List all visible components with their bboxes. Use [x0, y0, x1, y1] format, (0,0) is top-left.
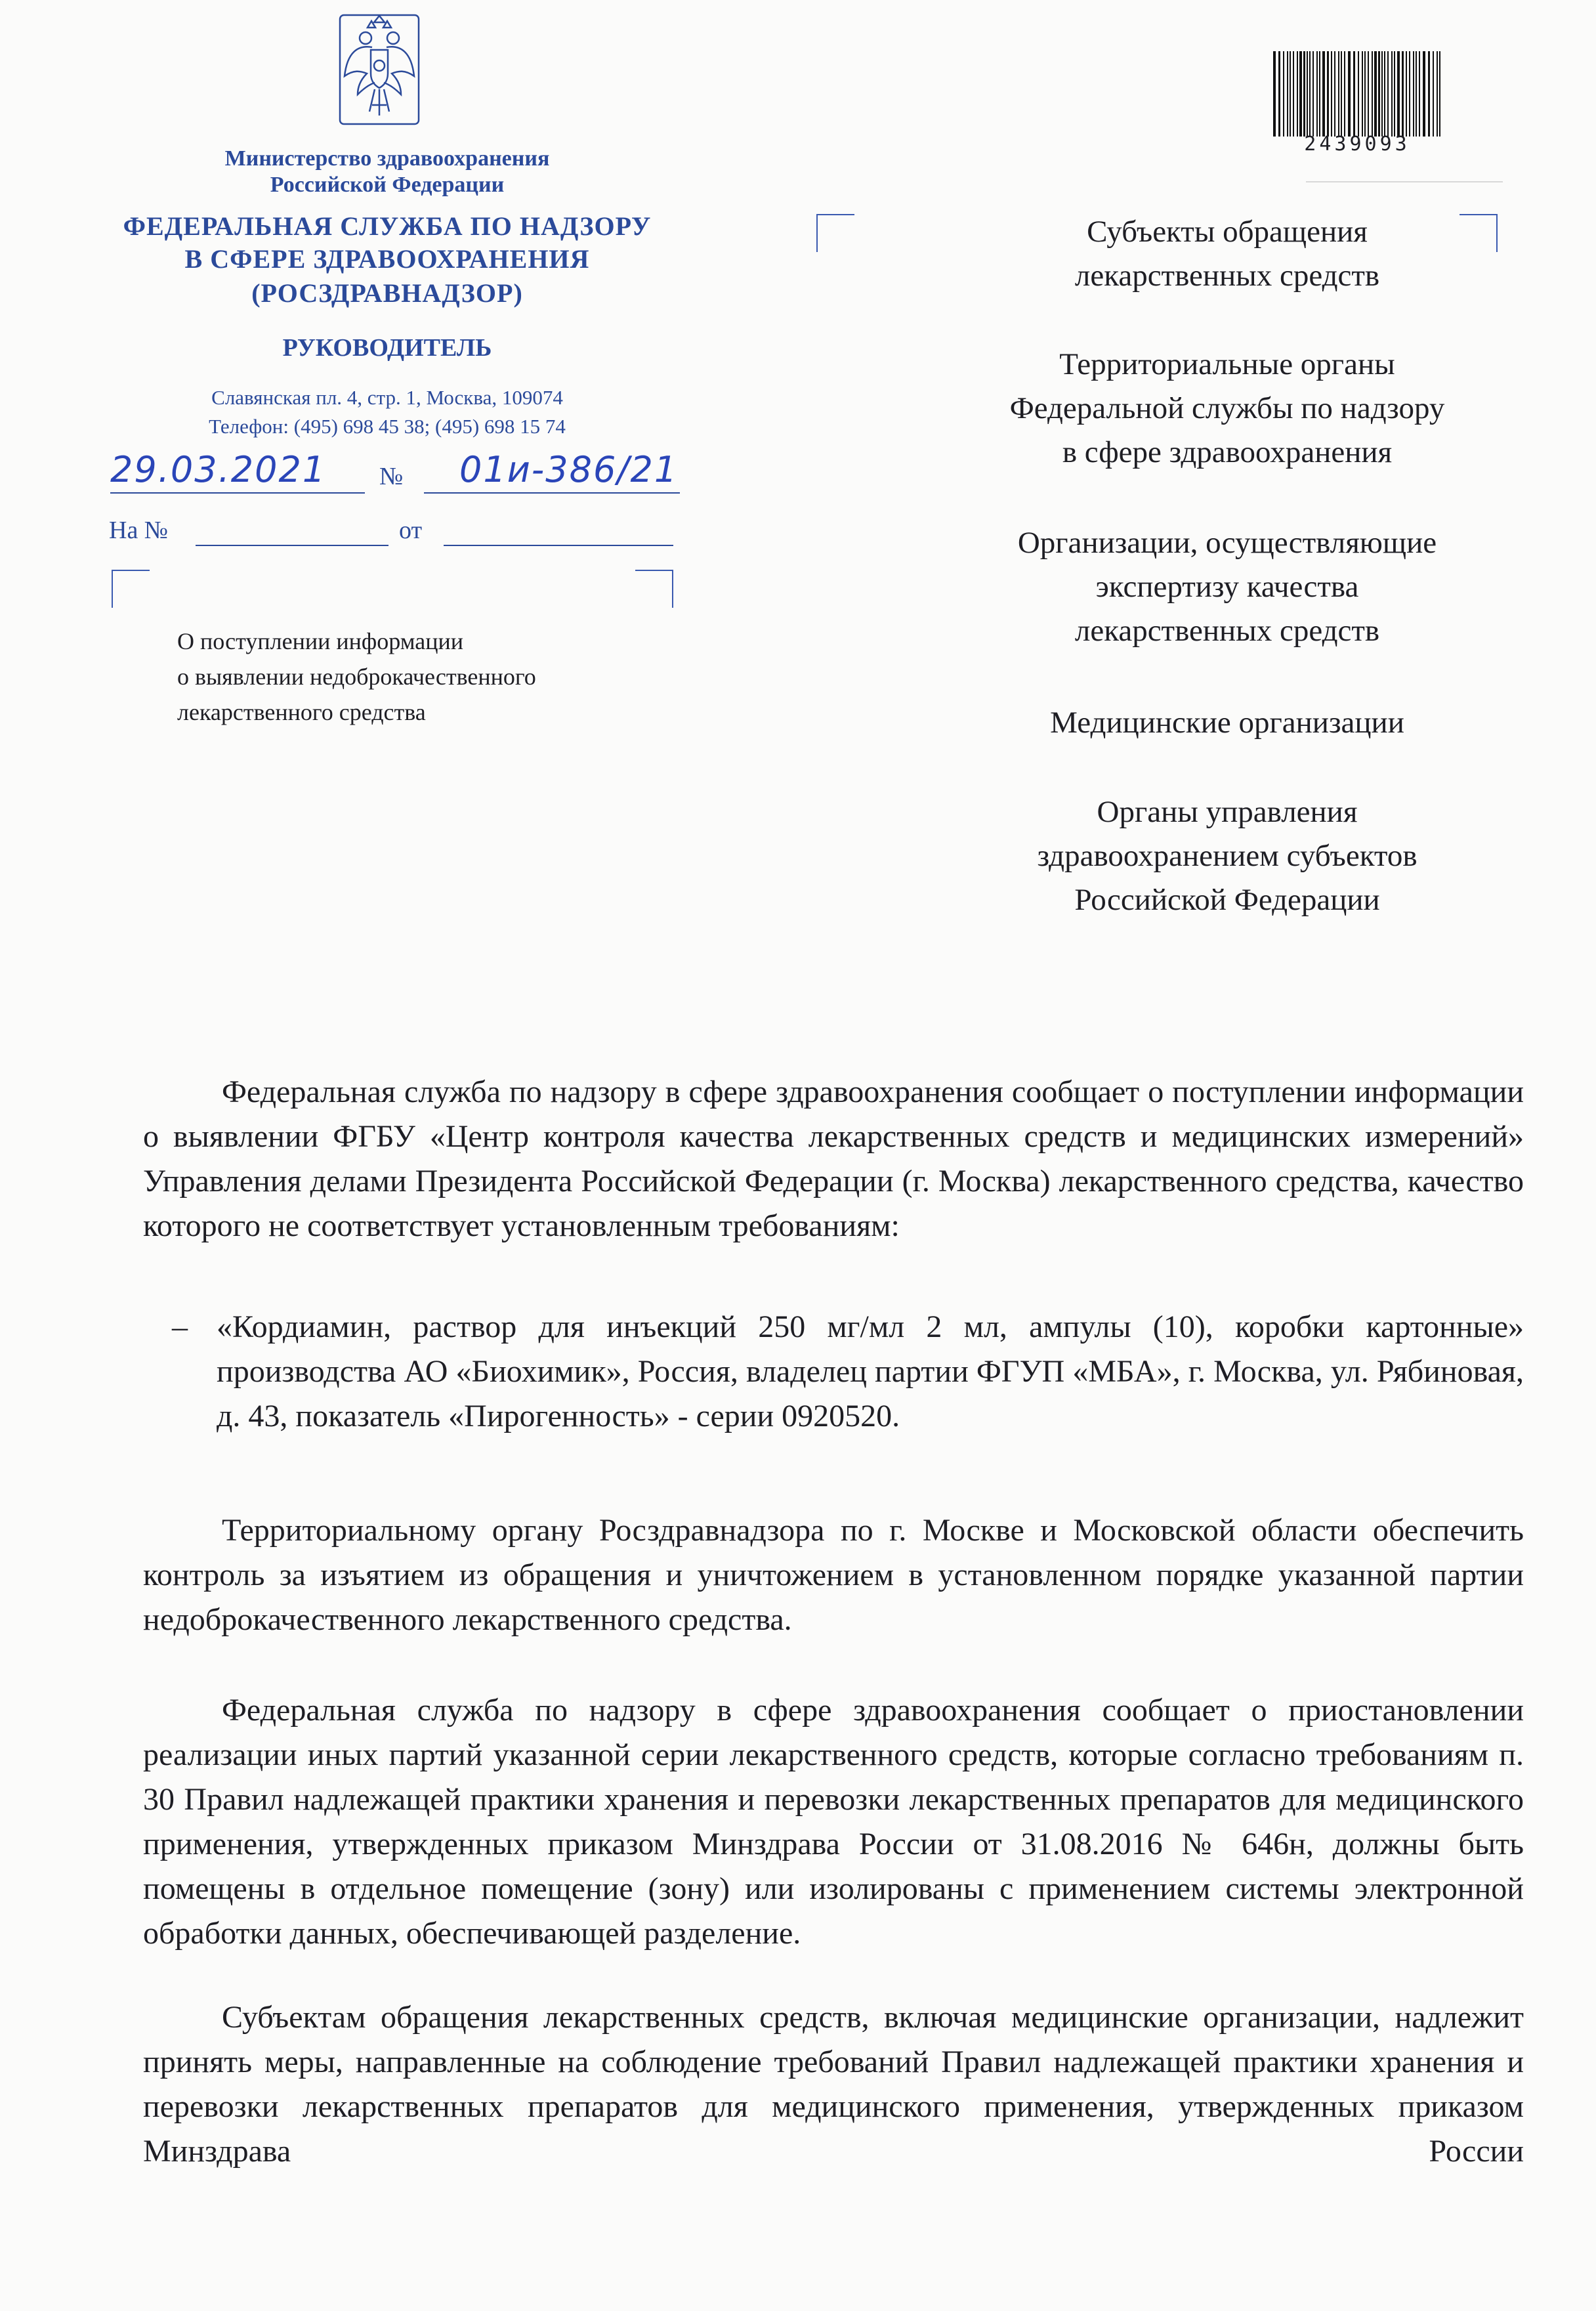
- barcode-bar: [1297, 51, 1298, 137]
- recipient-block: [932, 521, 1522, 653]
- barcode-bar: [1278, 51, 1280, 137]
- reply-date-underline: [444, 545, 673, 546]
- position-title: РУКОВОДИТЕЛЬ: [282, 334, 492, 362]
- subject-line: О поступлении информации: [177, 628, 464, 654]
- recipient-block: [932, 210, 1522, 298]
- recipient-line: Российской Федерации: [1074, 883, 1380, 917]
- barcode-bar: [1437, 51, 1438, 137]
- barcode-bar: [1423, 51, 1425, 137]
- barcode-bar: [1331, 51, 1332, 137]
- recipient-line: Федеральной службы по надзору: [1009, 391, 1445, 425]
- barcode-bar: [1439, 51, 1440, 137]
- russian-coat-of-arms-icon: [338, 13, 421, 126]
- barcode-bar: [1368, 51, 1369, 137]
- barcode-bar: [1293, 51, 1294, 137]
- recipient-line: лекарственных средств: [1074, 259, 1380, 293]
- recipient-line: лекарственных средств: [1074, 614, 1380, 648]
- subject-corner-right: [635, 570, 673, 608]
- barcode-bar: [1312, 51, 1314, 137]
- bullet-dash: –: [172, 1309, 188, 1344]
- recipient-line: здравоохранением субъектов: [1037, 839, 1418, 873]
- barcode-bar: [1287, 51, 1288, 137]
- barcode-bar: [1319, 51, 1320, 137]
- barcode-bar: [1309, 51, 1311, 137]
- barcode-bar: [1364, 51, 1366, 137]
- recipient-block: [932, 343, 1522, 475]
- number-underline: [424, 492, 680, 494]
- barcode-bar: [1362, 51, 1363, 137]
- barcode-bar: [1416, 51, 1417, 137]
- barcode-bar: [1402, 51, 1404, 137]
- barcode-bar: [1419, 51, 1420, 137]
- recipient-block: [932, 790, 1522, 922]
- barcode-number: 2439093: [1304, 133, 1410, 156]
- barcode-bar: [1409, 51, 1410, 137]
- recipient-line: экспертизу качества: [1095, 570, 1359, 604]
- barcode-bar: [1381, 51, 1383, 137]
- recipient-line: Органы управления: [1097, 795, 1358, 829]
- reply-number-label: На №: [109, 517, 169, 544]
- handwritten-number: 01и-386/21: [459, 449, 679, 490]
- recipient-block: [932, 701, 1522, 745]
- barcode-bar: [1307, 51, 1308, 137]
- recipient-corner-left: [816, 214, 854, 252]
- barcode-bar: [1273, 51, 1276, 137]
- recipient-line: Территориальные органы: [1059, 347, 1395, 381]
- body-paragraph-2: Территориальному органу Росздравнадзора по г. Москве и Московской области обеспечить контроль за изъятием из обращения и уничтожением в установленном порядке указанной партии недоброкачественного лекарственного средства.: [143, 1513, 1524, 1637]
- barcode-bar: [1387, 51, 1389, 137]
- barcode-bar: [1338, 51, 1339, 137]
- barcode-bar: [1316, 51, 1318, 137]
- barcode-bar: [1428, 51, 1430, 137]
- body-paragraph-4: Субъектам обращения лекарственных средств, включая медицинские организации, надлежит принять меры, направленные на соблюдение требований Правил надлежащей практики хранения и перевозки лекарственных препаратов для медицинского применения, утвержденных приказом Минздрава России: [143, 2000, 1524, 2169]
- barcode-bar: [1348, 51, 1351, 137]
- barcode-bar: [1374, 51, 1377, 137]
- barcode-bar: [1358, 51, 1359, 137]
- barcode-bar: [1327, 51, 1329, 137]
- subject-corner-left: [112, 570, 150, 608]
- reply-number-underline: [196, 545, 388, 546]
- subject-block: [177, 624, 676, 730]
- ministry-name-line2: Российской Федерации: [270, 173, 505, 197]
- recipient-line: Организации, осуществляющие: [1017, 526, 1437, 560]
- reply-date-label: от: [399, 517, 423, 544]
- barcode-bar: [1391, 51, 1393, 137]
- recipient-line: Медицинские организации: [1050, 706, 1404, 740]
- date-underline: [110, 492, 365, 494]
- barcode-bar: [1303, 51, 1305, 137]
- service-name-line1: ФЕДЕРАЛЬНАЯ СЛУЖБА ПО НАДЗОРУ: [123, 211, 652, 241]
- subject-line: лекарственного средства: [177, 699, 426, 725]
- bullet-item-1: «Кордиамин, раствор для инъекций 250 мг/мл 2 мл, ампулы (10), коробки картонные» производства АО «Биохимик», Россия, владелец партии ФГУП «МБА», г. Москва, ул. Рябиновая, д. 43, показатель «Пирогенность» - серии 0920520.: [217, 1309, 1524, 1433]
- barcode-bar: [1322, 51, 1325, 137]
- barcode-bar: [1378, 51, 1380, 137]
- barcode-bar: [1334, 51, 1335, 137]
- phone: Телефон: (495) 698 45 38; (495) 698 15 74: [209, 415, 566, 438]
- ministry-name-line1: Министерство здравоохранения: [224, 146, 550, 171]
- subject-line: о выявлении недоброкачественного: [177, 664, 536, 690]
- barcode-bar: [1413, 51, 1414, 137]
- barcode-bar: [1290, 51, 1291, 137]
- service-name-line2: В СФЕРЕ ЗДРАВООХРАНЕНИЯ: [184, 244, 590, 274]
- recipient-line: в сфере здравоохранения: [1062, 435, 1393, 469]
- barcode-bar: [1384, 51, 1385, 137]
- barcode-bar: [1344, 51, 1345, 137]
- service-name-line3: (РОСЗДРАВНАДЗОР): [251, 278, 523, 308]
- barcode-bar: [1372, 51, 1373, 137]
- barcode-bar: [1353, 51, 1355, 137]
- divider: [1306, 181, 1503, 182]
- barcode-bar: [1299, 51, 1302, 137]
- barcode-bar: [1433, 51, 1434, 137]
- barcode-bar: [1397, 51, 1400, 137]
- barcode-bar: [1394, 51, 1395, 137]
- number-sign: №: [379, 463, 404, 490]
- recipient-line: Субъекты обращения: [1087, 215, 1368, 249]
- barcode-bar: [1341, 51, 1342, 137]
- barcode: [1272, 51, 1442, 137]
- barcode-bar: [1406, 51, 1407, 137]
- handwritten-date: 29.03.2021: [110, 449, 327, 490]
- barcode-bar: [1283, 51, 1284, 137]
- body-paragraph-1: Федеральная служба по надзору в сфере здравоохранения сообщает о поступлении информации о выявлении ФГБУ «Центр контроля качества лекарственных средств и медицинских измерений» Управления делами Президента Российской Федерации (г. Москва) лекарственного средства, качество которого не соответствует установленным требованиям:: [143, 1074, 1524, 1243]
- body-paragraph-3: Федеральная служба по надзору в сфере здравоохранения сообщает о приостановлении реализации иных партий указанной серии лекарственного средств, которые согласно требованиям п. 30 Правил надлежащей практики хранения и перевозки лекарственных препаратов для медицинского применения, утвержденных приказом Минздрава России от 31.08.2016 № 646н, должны быть помещены в отдельное помещение (зону) или изолированы с применением системы электронной обработки данных, обеспечивающей разделение.: [143, 1693, 1524, 1951]
- address: Славянская пл. 4, стр. 1, Москва, 109074: [211, 386, 563, 409]
